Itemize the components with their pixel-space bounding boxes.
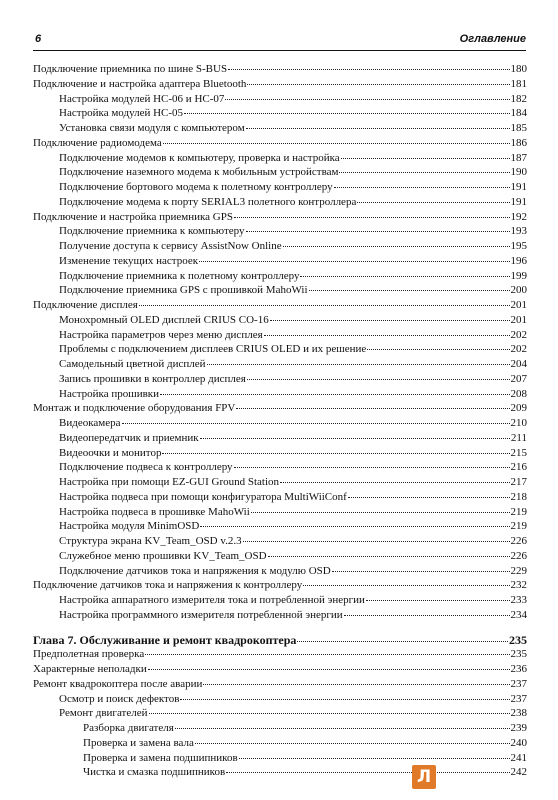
toc-entry: [33, 62, 527, 77]
dot-leader: [334, 185, 510, 188]
toc-entry-title: Предполетная проверка: [33, 648, 145, 661]
toc-entry-page: 202: [510, 328, 527, 341]
toc-entry-title: Изменение текущих настроек: [59, 254, 199, 267]
dot-leader: [234, 465, 510, 468]
dot-leader: [145, 652, 509, 655]
toc-entry: [33, 534, 527, 549]
toc-entry-page: 195: [510, 240, 527, 252]
toc-entry-page: 233: [510, 594, 527, 606]
toc-entry-page: 187: [510, 151, 527, 164]
toc-entry-page: 191: [510, 181, 527, 193]
toc-entry-page: 234: [510, 608, 527, 621]
toc-entry: [33, 106, 527, 121]
toc-entry: [33, 490, 527, 505]
toc-entry-title: Служебное меню прошивки KV_Team_OSD: [59, 549, 267, 562]
dot-leader: [341, 156, 510, 159]
toc-entry: [33, 254, 527, 269]
toc-entry-page: 217: [510, 476, 527, 488]
dot-leader: [270, 318, 510, 321]
dot-leader: [228, 67, 509, 70]
dot-leader: [180, 697, 509, 700]
toc-entry-title: Подключение дисплея: [33, 299, 138, 311]
toc-entry-title: Глава 7. Обслуживание и ремонт квадрокоптера: [33, 632, 297, 647]
toc-entry: [33, 475, 527, 490]
dot-leader: [236, 406, 509, 409]
toc-entry-page: 215: [510, 446, 527, 459]
toc-entry: [33, 662, 527, 677]
toc-entry-title: Настройка аппаратного измерителя тока и потребленной энергии: [59, 594, 365, 606]
publisher-logo-icon: Л: [412, 765, 436, 789]
toc-entry-page: 240: [510, 736, 527, 749]
dot-leader: [339, 170, 509, 173]
toc-entry-page: 192: [510, 210, 527, 223]
toc-entry-title: Запись прошивки в контроллер дисплея: [59, 372, 246, 385]
toc-entry: [33, 342, 527, 357]
toc-entry-title: Видеоочки и монитор: [59, 446, 162, 459]
toc-entry: [33, 706, 527, 721]
toc-entry-title: Подключение бортового модема к полетному контроллеру: [59, 181, 333, 193]
toc-entry: [33, 401, 527, 416]
dot-leader: [226, 770, 509, 773]
toc-entry: [33, 269, 527, 284]
toc-entry: [33, 372, 527, 387]
dot-leader: [268, 554, 510, 557]
toc-entry-title: Подключение радиомодема: [33, 136, 162, 149]
toc-entry-page: 201: [510, 313, 527, 326]
toc-entry-page: 184: [510, 107, 527, 120]
toc-entry-page: 242: [510, 766, 527, 779]
toc-entry-page: 207: [510, 372, 527, 385]
toc-entry: [33, 328, 527, 343]
toc-entry-page: 235: [510, 648, 527, 661]
dot-leader: [348, 495, 510, 498]
dot-leader: [160, 392, 509, 395]
toc-entry-title: Подключение приемника по шине S-BUS: [33, 63, 228, 75]
dot-leader: [184, 111, 509, 114]
toc-entry: [33, 298, 527, 313]
toc-entry: [33, 578, 527, 593]
dot-leader: [148, 667, 510, 670]
toc-entry-title: Проблемы с подключением дисплеев CRIUS OLED и их решение: [59, 343, 367, 356]
toc-entry-page: 204: [510, 358, 527, 370]
toc-entry-title: Осмотр и поиск дефектов: [59, 692, 180, 705]
toc-entry-page: 218: [510, 490, 527, 503]
toc-entry-page: 236: [510, 663, 527, 675]
toc-entry: [33, 180, 527, 195]
dot-leader: [283, 244, 510, 247]
toc-entry: [33, 239, 527, 254]
toc-entry-title: Подключение подвеса к контроллеру: [59, 461, 233, 474]
toc-entry-page: 210: [510, 417, 527, 429]
toc-entry-title: Видеокамера: [59, 417, 121, 429]
toc-entry-title: Настройка подвеса при помощи конфигуратора MultiWiiConf: [59, 490, 347, 503]
page-number: 6: [35, 33, 42, 45]
toc-entry-page: 208: [510, 387, 527, 400]
dot-leader: [303, 583, 509, 586]
dot-leader: [264, 333, 510, 336]
dot-leader: [203, 682, 509, 685]
dot-leader: [357, 200, 509, 203]
toc-entry-page: 219: [510, 520, 527, 533]
dot-leader: [247, 82, 509, 85]
toc-entry: [33, 608, 527, 623]
dot-leader: [366, 598, 510, 601]
toc-entry: [33, 165, 527, 180]
toc-entry: [33, 519, 527, 534]
toc-entry: [33, 460, 527, 475]
toc-entry-page: 180: [510, 63, 527, 75]
toc-entry-title: Ремонт квадрокоптера после аварии: [33, 677, 203, 690]
dot-leader: [199, 259, 509, 262]
toc-entry-page: 237: [510, 677, 527, 690]
toc-entry-page: 211: [510, 431, 527, 444]
toc-entry: [33, 357, 527, 372]
dot-leader: [246, 229, 510, 232]
toc-entry: [33, 283, 527, 298]
toc-entry-page: 190: [510, 166, 527, 179]
toc-entry-title: Настройка при помощи EZ-GUI Ground Station: [59, 476, 280, 488]
toc-entry-title: Настройка программного измерителя потребленной энергии: [59, 608, 343, 621]
dot-leader: [251, 510, 510, 513]
toc-entry: [33, 77, 527, 92]
toc-entry-page: 181: [510, 77, 527, 90]
dot-leader: [344, 613, 510, 616]
toc-entry: [33, 195, 527, 210]
toc-entry-title: Подключение приемника GPS с прошивкой MahoWii: [59, 284, 308, 297]
toc-entry: [33, 446, 527, 461]
toc-entry-page: 200: [510, 284, 527, 297]
toc-entry-page: 191: [510, 195, 527, 208]
toc-entry: [33, 721, 527, 736]
toc-entry-page: 229: [510, 564, 527, 577]
toc-entry-title: Настройка прошивки: [59, 387, 160, 400]
dot-leader: [247, 377, 510, 380]
dot-leader: [280, 480, 509, 483]
toc-entry: [33, 121, 527, 136]
toc-entry: [33, 765, 527, 780]
toc-entry-title: Настройка параметров через меню дисплея: [59, 328, 263, 341]
table-of-contents: [33, 62, 527, 780]
toc-entry-title: Самодельный цветной дисплей: [59, 358, 206, 370]
toc-entry-title: Подключение наземного модема к мобильным устройствам: [59, 166, 339, 179]
toc-entry: [33, 431, 527, 446]
dot-leader: [163, 141, 510, 144]
dot-leader: [234, 215, 510, 218]
dot-leader: [309, 288, 510, 291]
dot-leader: [297, 639, 508, 642]
toc-entry-page: 186: [510, 136, 527, 149]
toc-entry-page: 239: [510, 722, 527, 734]
toc-entry-page: 182: [510, 92, 527, 105]
toc-entry-title: Установка связи модуля с компьютером: [59, 122, 245, 134]
dot-leader: [300, 274, 509, 277]
toc-entry-page: 238: [510, 707, 527, 720]
dot-leader: [122, 421, 510, 424]
toc-entry: [33, 224, 527, 239]
toc-entry-page: 193: [510, 225, 527, 238]
toc-entry-title: Подключение и настройка адаптера Bluetooth: [33, 77, 247, 90]
toc-entry: [33, 210, 527, 225]
toc-entry-title: Подключение приемника к компьютеру: [59, 225, 245, 238]
toc-entry-title: Чистка и смазка подшипников: [83, 766, 226, 779]
toc-entry-title: Настройка модулей HC-06 и HC-07: [59, 92, 225, 105]
toc-entry: [33, 92, 527, 107]
toc-entry-title: Настройка модулей HC-05: [59, 107, 184, 120]
toc-entry: [33, 751, 527, 766]
dot-leader: [200, 436, 510, 439]
dot-leader: [332, 569, 510, 572]
toc-entry: [33, 564, 527, 579]
toc-entry-page: 235: [509, 632, 527, 647]
toc-entry-title: Настройка модуля MinimOSD: [59, 520, 200, 533]
toc-entry-page: 209: [510, 402, 527, 415]
dot-leader: [162, 451, 509, 454]
dot-leader: [207, 362, 510, 365]
toc-entry-title: Подключение датчиков тока и напряжения к контроллеру: [33, 579, 303, 592]
toc-entry-page: 196: [510, 254, 527, 267]
toc-entry: [33, 692, 527, 707]
toc-entry: [33, 387, 527, 402]
toc-entry-page: 237: [510, 692, 527, 705]
toc-entry-title: Проверка и замена вала: [83, 736, 194, 749]
toc-entry: [33, 593, 527, 608]
toc-entry-page: 226: [510, 535, 527, 547]
toc-entry-page: 226: [510, 549, 527, 562]
toc-entry-page: 185: [510, 122, 527, 134]
toc-entry: [33, 505, 527, 520]
toc-entry-page: 241: [510, 751, 527, 764]
toc-entry-page: 216: [510, 461, 527, 474]
dot-leader: [225, 97, 509, 100]
dot-leader: [175, 726, 510, 729]
dot-leader: [139, 303, 510, 306]
toc-entry-title: Получение доступа к сервису AssistNow Online: [59, 240, 282, 252]
toc-entry: [33, 151, 527, 166]
toc-entry-title: Монтаж и подключение оборудования FPV: [33, 402, 236, 415]
dot-leader: [367, 347, 509, 350]
toc-entry-page: 199: [510, 269, 527, 282]
dot-leader: [195, 741, 510, 744]
toc-entry-page: 201: [510, 299, 527, 311]
toc-entry-page: 219: [510, 505, 527, 518]
dot-leader: [243, 539, 510, 542]
toc-entry: [33, 313, 527, 328]
toc-entry-title: Структура экрана KV_Team_OSD v.2.3: [59, 535, 242, 547]
dot-leader: [200, 524, 509, 527]
toc-entry-title: Подключение модемов к компьютеру, проверка и настройка: [59, 151, 340, 164]
dot-leader: [239, 756, 510, 759]
toc-entry-title: Видеопередатчик и приемник: [59, 431, 199, 444]
toc-chapter-entry: [33, 633, 527, 648]
toc-entry: [33, 416, 527, 431]
toc-entry-title: Подключение датчиков тока и напряжения к модулю OSD: [59, 564, 331, 577]
toc-entry-title: Подключение модема к порту SERIAL3 полетного контроллера: [59, 195, 357, 208]
toc-entry-title: Настройка подвеса в прошивке MahoWii: [59, 505, 250, 518]
toc-entry-title: Монохромный OLED дисплей CRIUS CO-16: [59, 313, 269, 326]
dot-leader: [149, 711, 510, 714]
running-title: Оглавление: [459, 33, 526, 45]
toc-entry-title: Подключение и настройка приемника GPS: [33, 210, 233, 223]
toc-entry-title: Проверка и замена подшипников: [83, 751, 238, 764]
dot-leader: [246, 126, 510, 129]
toc-entry: [33, 647, 527, 662]
toc-entry: [33, 677, 527, 692]
toc-entry-page: 232: [510, 579, 527, 592]
toc-entry-title: Характерные неполадки: [33, 663, 147, 675]
toc-entry: [33, 736, 527, 751]
toc-entry: [33, 136, 527, 151]
toc-entry-title: Подключение приемника к полетному контроллеру: [59, 269, 300, 282]
running-header: [33, 30, 526, 51]
toc-entry-title: Ремонт двигателей: [59, 707, 148, 720]
toc-entry: [33, 549, 527, 564]
toc-entry-page: 202: [510, 343, 527, 356]
toc-entry-title: Разборка двигателя: [83, 722, 174, 734]
